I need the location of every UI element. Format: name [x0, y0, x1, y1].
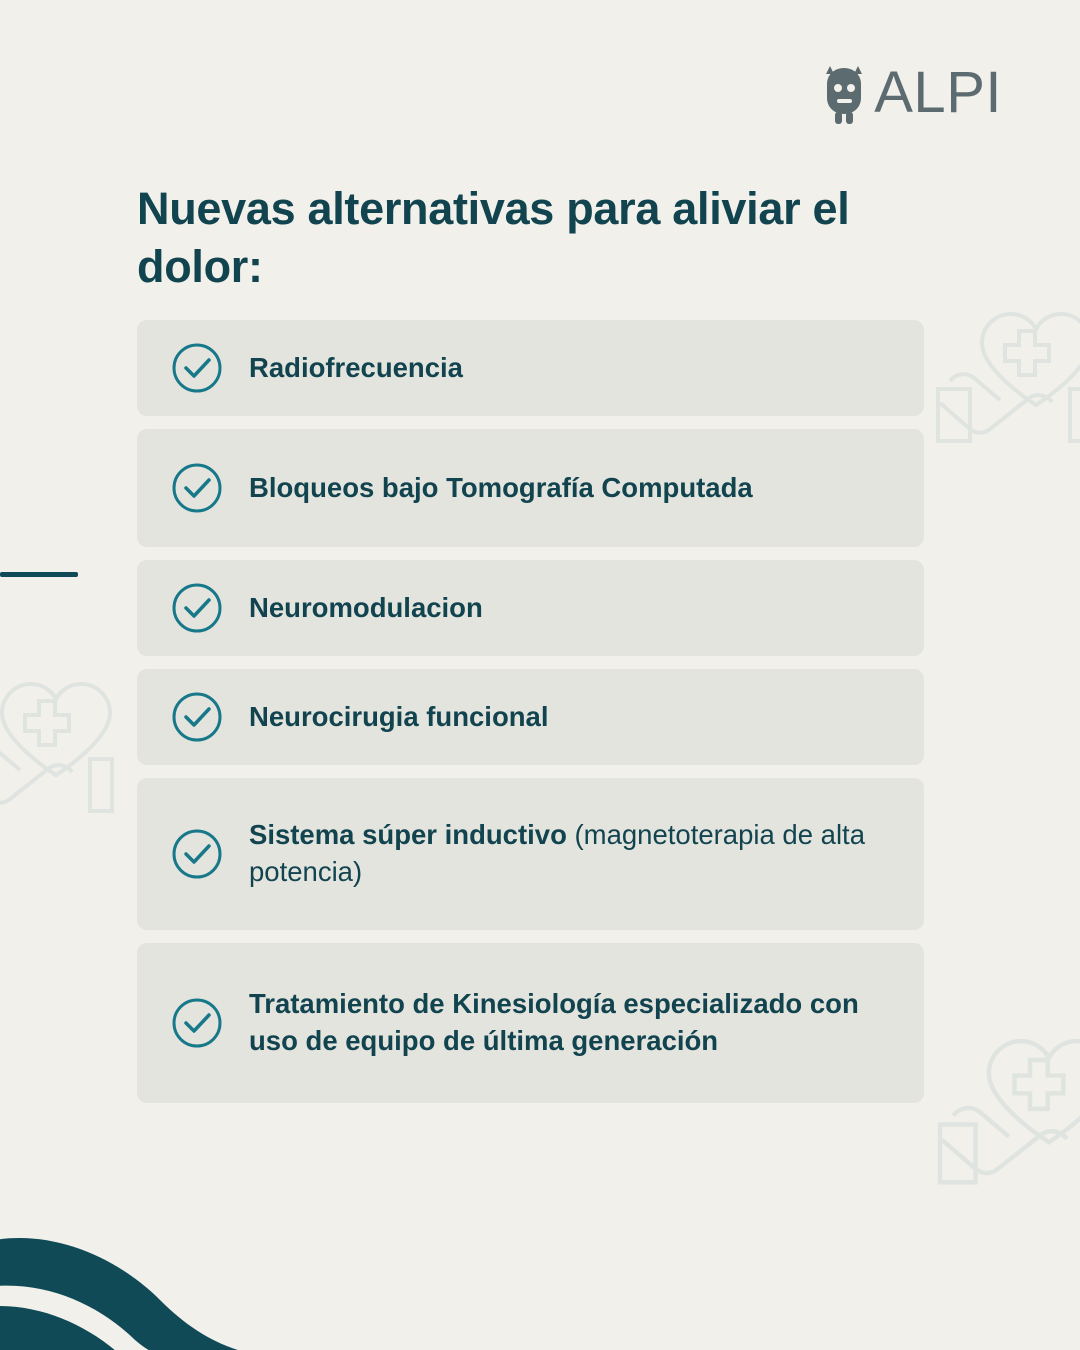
list-item	[137, 669, 924, 765]
divider-dash	[0, 572, 78, 577]
logo-text: ALPI	[874, 60, 1002, 125]
hands-holding-heart-cross-icon	[0, 665, 120, 850]
list-item	[137, 778, 924, 930]
list-item-label: Bloqueos bajo Tomografía Computada	[249, 471, 753, 503]
list-item-label: Tratamiento de Kinesiología especializado con uso de equipo de última generación	[249, 988, 859, 1056]
list-item-sublabel: (magnetoterapia de alta potencia)	[249, 819, 865, 887]
brand-logo	[818, 62, 1002, 124]
list-item	[137, 943, 924, 1103]
check-circle-icon	[169, 340, 225, 396]
hands-holding-heart-cross-icon	[920, 285, 1080, 480]
check-circle-icon	[169, 995, 225, 1051]
alpi-person-icon	[818, 62, 870, 124]
list-item	[137, 560, 924, 656]
list-item-label-group	[249, 817, 894, 891]
page-title: Nuevas alternativas para aliviar el dolor:	[137, 183, 850, 292]
list-item-label: Neurocirugia funcional	[249, 700, 549, 732]
benefits-list	[137, 320, 924, 1103]
list-item-label: Neuromodulacion	[249, 591, 483, 623]
check-circle-icon	[169, 580, 225, 636]
check-circle-icon	[169, 826, 225, 882]
list-item-label: Radiofrecuencia	[249, 351, 463, 383]
list-item	[137, 429, 924, 547]
check-circle-icon	[169, 460, 225, 516]
list-item	[137, 320, 924, 416]
check-circle-icon	[169, 689, 225, 745]
wave-shape	[0, 1100, 400, 1350]
hands-holding-heart-cross-icon	[920, 1020, 1080, 1225]
list-item-label: Sistema súper inductivo	[249, 819, 567, 851]
